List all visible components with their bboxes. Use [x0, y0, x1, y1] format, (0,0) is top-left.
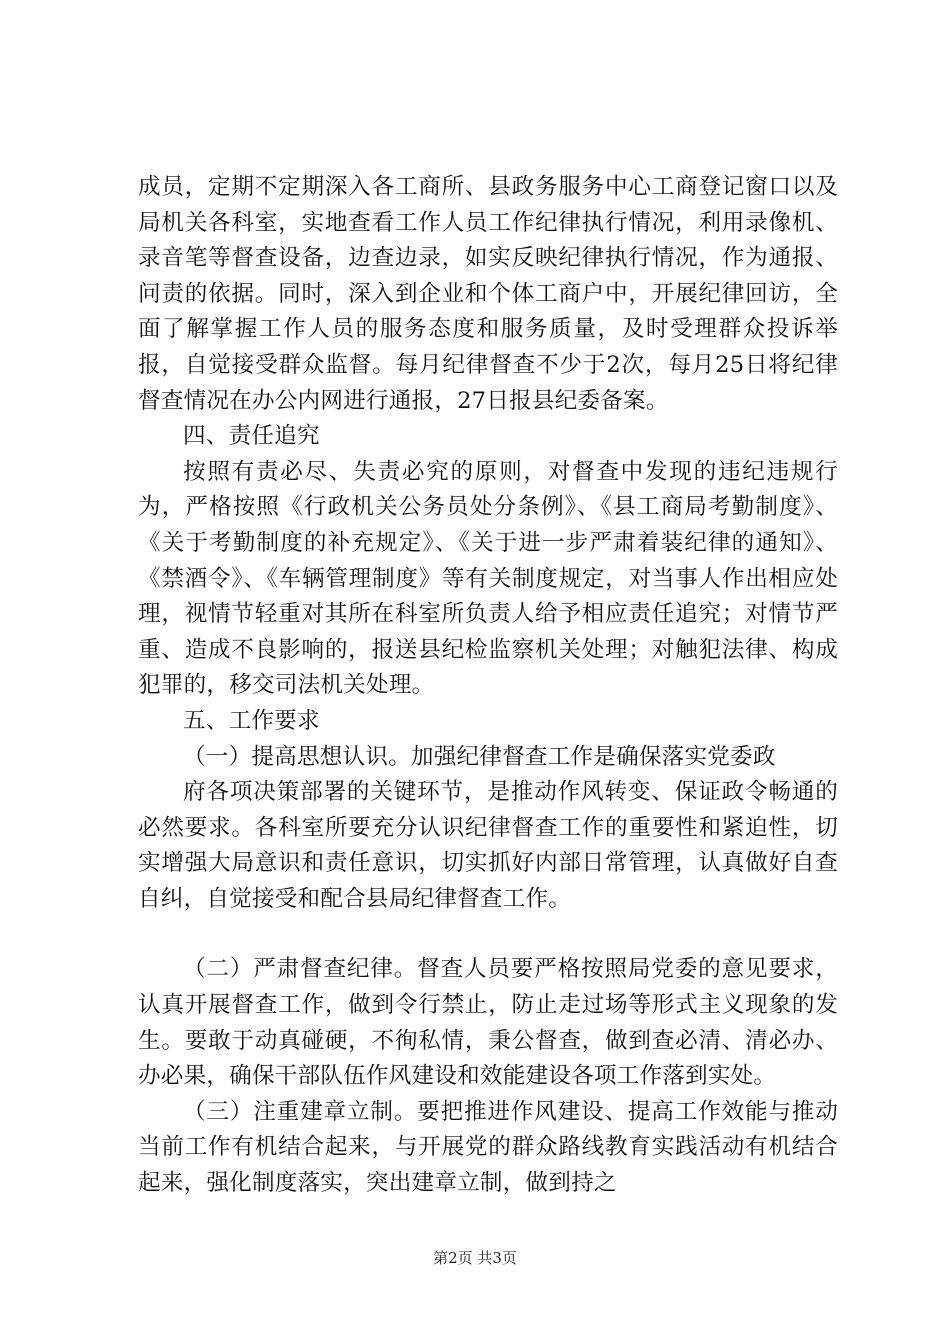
document-body	[138, 170, 838, 1202]
paragraph-requirement-2: （二）严肃督查纪律。督查人员要严格按照局党委的意见要求，认真开展督查工作，做到令行禁止，防止走过场等形式主义现象的发生。要敢于动真碰硬，不徇私情，秉公督查，做到查必清、清必办、办必果，确保干部队伍作风建设和效能建设各项工作落到实处。	[138, 956, 838, 1090]
paragraph-gap	[138, 917, 838, 952]
paragraph-requirement-3: （三）注重建章立制。要把推进作风建设、提高工作效能与推动当前工作有机结合起来，与开展党的群众路线教育实践活动有机结合起来，强化制度落实，突出建章立制，做到持之	[138, 1098, 838, 1197]
paragraph-members-inspection: 成员，定期不定期深入各工商所、县政务服务中心工商登记窗口以及局机关各科室，实地查看工作人员工作纪律执行情况，利用录像机、录音笔等督查设备，边查边录，如实反映纪律执行情况，作为通报、问责的依据。同时，深入到企业和个体工商户中，开展纪律回访，全面了解掌握工作人员的服务态度和服务质量，及时受理群众投诉举报，自觉接受群众监督。每月纪律督查不少于2次，每月25日将纪律督查情况在办公内网进行通报，27日报县纪委备案。	[138, 174, 838, 414]
paragraph-accountability: 按照有责必尽、失责必究的原则，对督查中发现的违纪违规行为，严格按照《行政机关公务员处分条例》、《县工商局考勤制度》、《关于考勤制度的补充规定》、《关于进一步严肃着装纪律的通知》、《禁酒令》、《车辆管理制度》等有关制度规定，对当事人作出相应处理，视情节轻重对其所在科室所负责人给予相应责任追究；对情节严重、造成不良影响的，报送县纪检监察机关处理；对触犯法律、构成犯罪的，移交司法机关处理。	[138, 458, 838, 699]
heading-work-requirements: 五、工作要求	[183, 707, 320, 734]
paragraph-requirement-1-body: 府各项决策部署的关键环节，是推动作风转变、保证政令畅通的必然要求。各科室所要充分认识纪律督查工作的重要性和紧迫性，切实增强大局意识和责任意识，切实抓好内部日常管理，认真做好自查自纠，自觉接受和配合县局纪律督查工作。	[138, 779, 838, 912]
paragraph-requirement-1-title: （一）提高思想认识。加强纪律督查工作是确保落实党委政	[183, 743, 776, 770]
page-footer: 第2页 共3页	[433, 1249, 517, 1267]
heading-accountability: 四、责任追究	[183, 423, 320, 450]
